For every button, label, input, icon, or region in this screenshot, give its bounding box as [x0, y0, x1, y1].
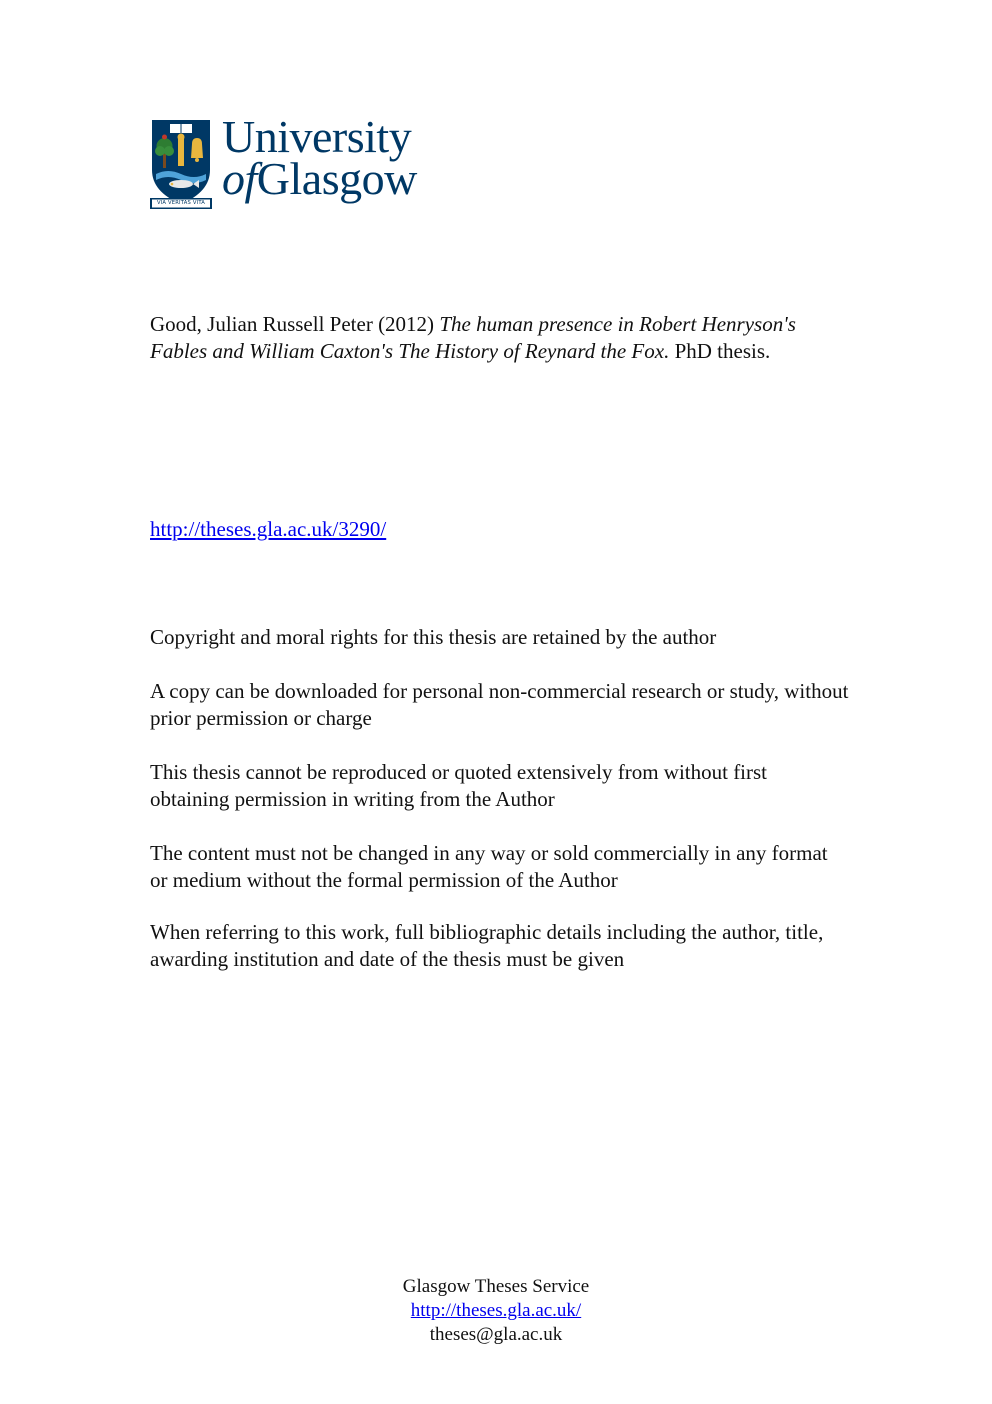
footer-url-link[interactable]: http://theses.gla.ac.uk/ — [410, 1300, 582, 1321]
rights-statement-modification: The content must not be changed in any way or sold commercially in any format or medium without the formal permission of the Author — [150, 841, 828, 892]
citation-author-year: Good, Julian Russell Peter (2012) — [150, 312, 440, 336]
university-wordmark — [222, 111, 417, 204]
rights-statement-referencing: When referring to this work, full bibliographic details including the author, title, awarding institution and date of the thesis must be given — [150, 920, 824, 971]
footer-email: theses@gla.ac.uk — [429, 1324, 563, 1345]
rights-statement-download: A copy can be downloaded for personal non-commercial research or study, without prior permission or charge — [150, 679, 849, 730]
wordmark-of: of — [222, 153, 257, 204]
rights-statement-copyright: Copyright and moral rights for this thesis are retained by the author — [150, 625, 717, 649]
rights-statement-reproduction: This thesis cannot be reproduced or quoted extensively from without first obtaining permission in writing from the Author — [150, 760, 768, 811]
citation-type: PhD thesis. — [669, 339, 771, 363]
wordmark-glasgow-line — [222, 153, 417, 204]
crest-motto: VIA VERITAS VITA — [156, 200, 206, 206]
thesis-url-block — [150, 516, 850, 543]
university-crest-icon — [150, 118, 212, 210]
footer-service-name: Glasgow Theses Service — [402, 1276, 590, 1297]
university-logo — [150, 111, 450, 212]
wordmark-university: University — [222, 111, 412, 162]
citation — [150, 311, 850, 365]
wordmark-glasgow: Glasgow — [256, 153, 417, 204]
thesis-url-link[interactable]: http://theses.gla.ac.uk/3290/ — [150, 517, 387, 541]
citation-title: The human presence in Robert Henryson's Fables and William Caxton's The History of Reynard the Fox. — [150, 312, 796, 363]
footer — [296, 1275, 696, 1347]
